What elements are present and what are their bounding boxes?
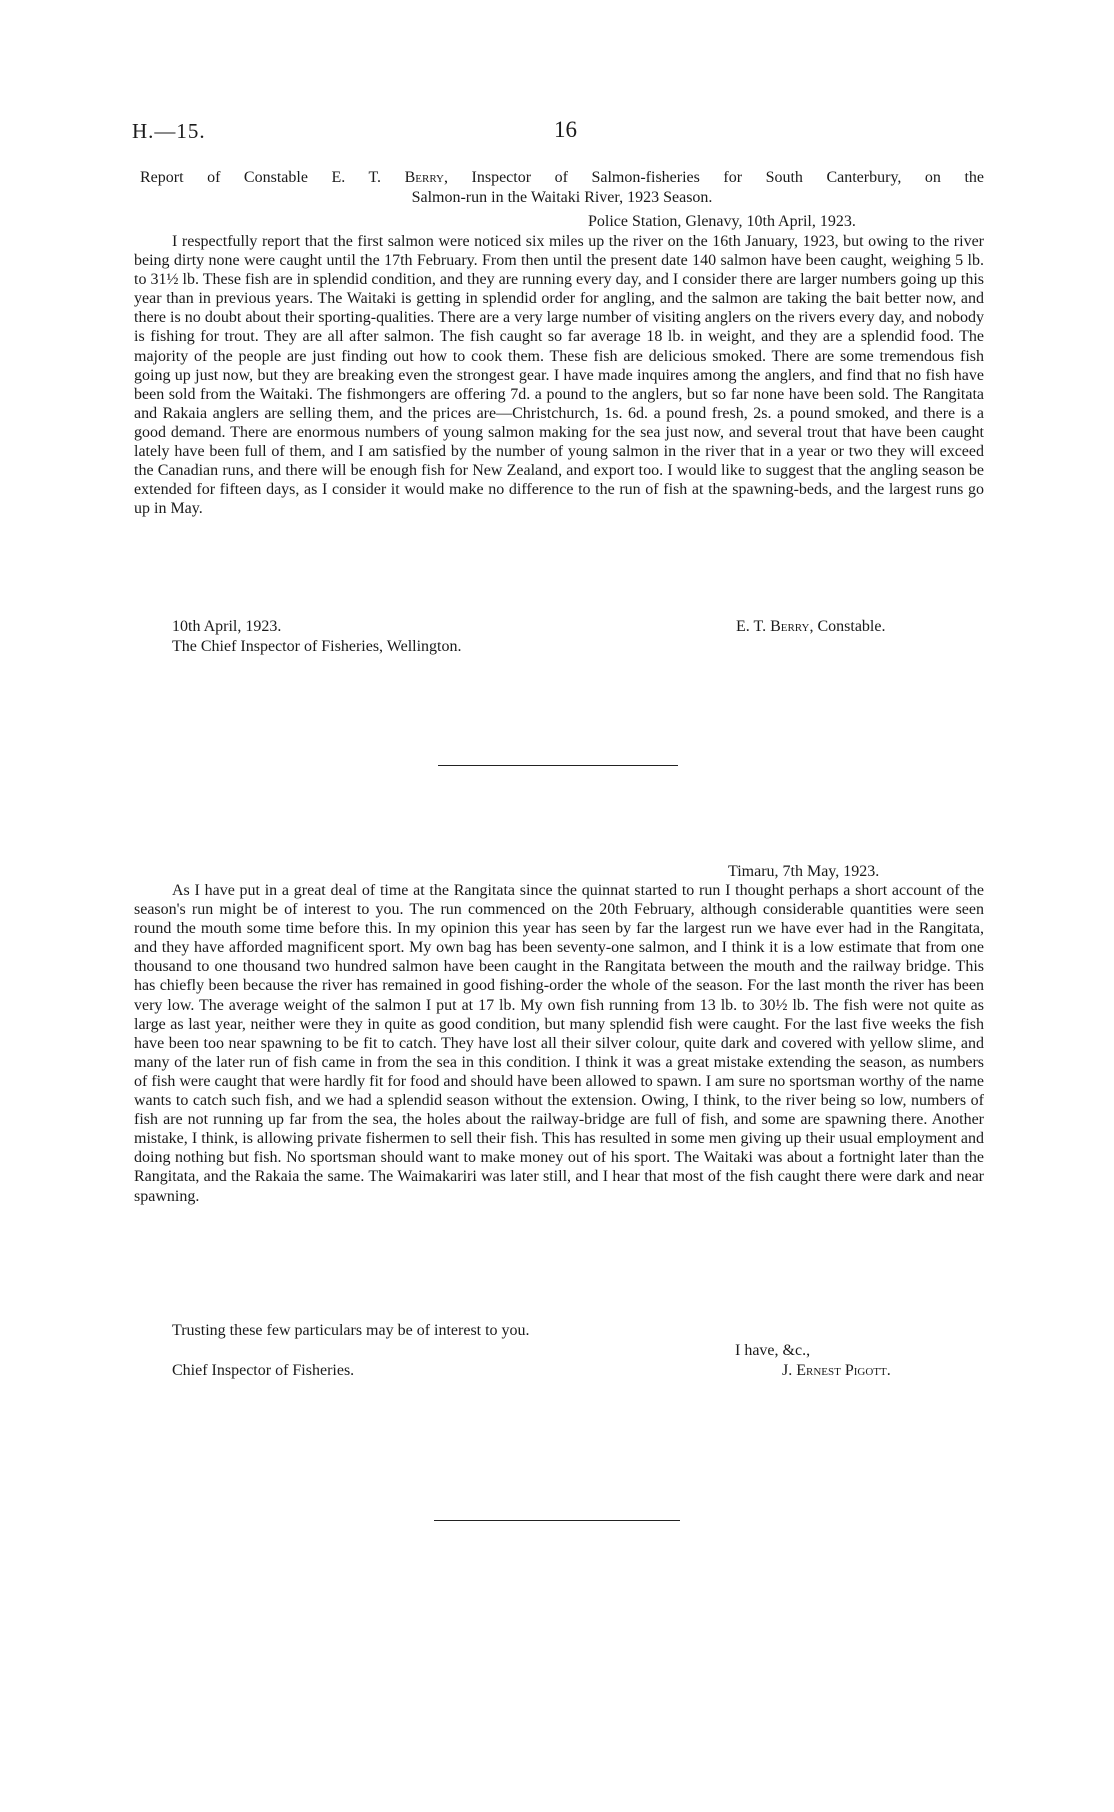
report1-title-prefix: Report of Constable E. T. xyxy=(140,169,382,186)
section-divider xyxy=(438,765,678,766)
report2-valediction: I have, &c., xyxy=(735,1342,811,1359)
report1-title-line2: Salmon-run in the Waitaki River, 1923 Season. xyxy=(411,189,713,206)
page-number: 16 xyxy=(554,117,577,142)
report1-dateline: Police Station, Glenavy, 10th April, 1923. xyxy=(588,213,856,230)
report2-signature: J. Ernest Pigott. xyxy=(782,1362,891,1379)
report1-sign-date: 10th April, 1923. xyxy=(172,618,282,635)
report2-closing-paragraph: Trusting these few particulars may be of interest to you. xyxy=(172,1322,530,1339)
report2-paragraph: As I have put in a great deal of time at the Rangitata since the quinnat started to run I thought perhaps a short account of the season's run might be of interest to you. The run commenced on the 20th February, although considerable quantities were seen round the mouth some time before this. In my opinion this year has seen by far the largest run we have ever had in the Rangitata, and they have afforded magnificent sport. My own bag has been seventy-one salmon, and I think it is a low estimate that from one thousand to one thousand two hundred salmon have been caught in the Rangitata between the mouth and the railway bridge. This has chiefly been because the river has remained in good fishing-order the whole of the season. For the last month the river has been very low. The average weight of the salmon I put at 17 lb. My own fish running from 13 lb. to 30½ lb. The fish were not quite as large as last year, neither were they in quite as good condition, but many splendid fish were caught. For the last five weeks the fish have been too near spawning to be fit to catch. They have lost all their silver colour, quite dark and covered with yellow slime, and many of the later run of fish came in from the sea in this condition. I think it was a great mistake extending the season, as numbers of fish were caught that were hardly fit for food and should have been allowed to spawn. I am sure no sportsman worthy of the name wants to catch such fish, and we had a splendid season without the extension. Owing, I think, to the river being so low, numbers of fish are not running up far from the sea, the holes about the railway-bridge are full of fish, and some are spawning there. Another mistake, I think, is allowing private fishermen to sell their fish. This has resulted in some men giving up their usual employment and doing nothing but fish. No sportsman should want to make money out of his sport. The Waitaki was about a fortnight later than the Rangitata, and the Rakaia the same. The Waimakariri was later still, and I hear that most of the fish caught there were dark and near spawning. xyxy=(134,882,984,1205)
report2-dateline: Timaru, 7th May, 1923. xyxy=(728,863,880,880)
report1-signature-name: Berry xyxy=(770,618,810,635)
report1-title-suffix: , Inspector of Salmon-fisheries for South Canterbury, on the xyxy=(444,169,985,186)
report-number: H.—15. xyxy=(132,119,206,143)
report1-signature xyxy=(736,617,885,637)
report1-title-name: Berry xyxy=(404,169,444,186)
report1-signature-suffix: , Constable. xyxy=(809,618,886,635)
report1-title xyxy=(140,168,984,208)
report1-title-line1 xyxy=(140,168,984,188)
report1-body xyxy=(134,232,984,518)
report2-body xyxy=(134,881,984,1206)
end-divider xyxy=(434,1520,680,1521)
report1-addressee: The Chief Inspector of Fisheries, Wellington. xyxy=(172,638,462,655)
report1-signature-initials: E. T. xyxy=(736,618,767,635)
report2-addressee: Chief Inspector of Fisheries. xyxy=(172,1362,355,1379)
report1-paragraph: I respectfully report that the first salmon were noticed six miles up the river on the 16th January, 1923, but owing to the river being dirty none were caught until the 17th February. From then until the present date 140 salmon have been caught, weighing 5 lb. to 31½ lb. These fish are in splendid condition, and they are running every day, and I consider there are larger numbers going up this year than in previous years. The Waitaki is getting in splendid order for angling, and the salmon are taking the bait better now, and there is no doubt about their sporting-qualities. There are a very large number of visiting anglers on the rivers every day, and nobody is fishing for trout. They are all after salmon. The fish caught so far average 18 lb. in weight, and they are a splendid food. The majority of the people are just finding out how to cook them. These fish are delicious smoked. There are some tremendous fish going up just now, but they are breaking even the strongest gear. I have made inquires among the anglers, and find that no fish have been sold from the Waitaki. The fishmongers are offering 7d. a pound to the anglers, but so far none have been sold. The Rangitata and Rakaia anglers are selling them, and the prices are—Christchurch, 1s. 6d. a pound fresh, 2s. a pound smoked, and there is a good demand. There are enormous numbers of young salmon making for the sea just now, and several trout that have been caught lately have been full of them, and I am satisfied by the number of young salmon in the river that in a year or two they will exceed the Canadian runs, and there will be enough fish for New Zealand, and export too. I would like to suggest that the angling season be extended for fifteen days, as I consider it would make no difference to the run of fish at the spawning-beds, and the largest runs go up in May. xyxy=(134,233,984,518)
